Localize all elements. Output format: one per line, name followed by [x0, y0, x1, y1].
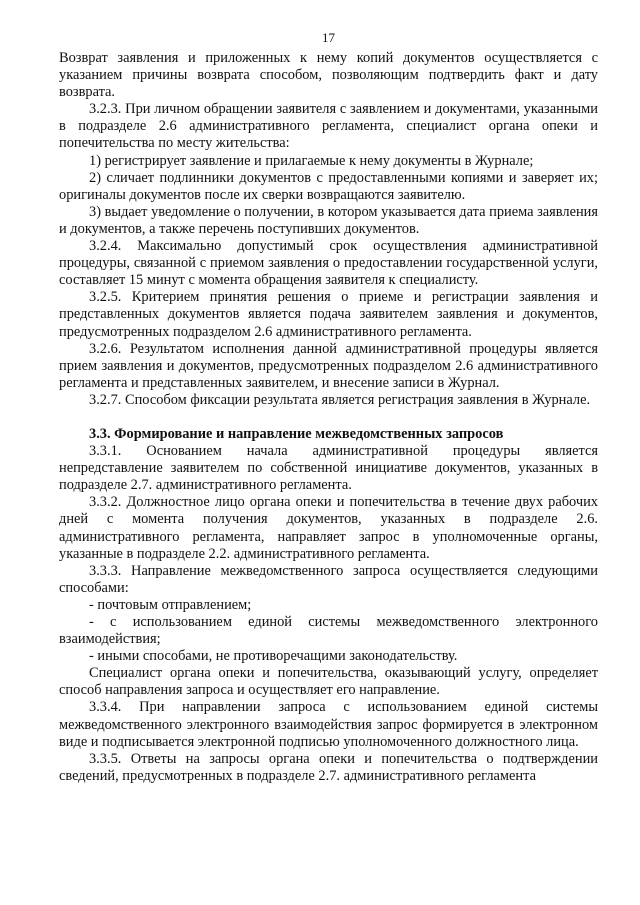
paragraph-specialist: Специалист органа опеки и попечительства, оказывающий услугу, определяет способ направления запроса и осуществляет его направление. — [59, 665, 598, 699]
paragraph-3-3-4: 3.3.4. При направлении запроса с использованием единой системы межведомственного электронного взаимодействия запрос формируется в электронном виде и подписывается электронной подписью уполномоченного должностного лица. — [59, 699, 598, 750]
paragraph-3-3-3: 3.3.3. Направление межведомственного запроса осуществляется следующими способами: — [59, 562, 598, 596]
paragraph-return-continuation: Возврат заявления и приложенных к нему копий документов осуществляется с указанием причины возврата способом, позволяющим подтвердить факт и дату возврата. — [59, 50, 598, 101]
paragraph-3-2-4: 3.2.4. Максимально допустимый срок осуществления административной процедуры, связанной с приемом заявления о предоставлении государственной услуги, составляет 15 минут с момента обращения заявителя к специалисту. — [59, 238, 598, 289]
list-item-postal: - почтовым отправлением; — [89, 596, 252, 613]
list-item-compare: 2) сличает подлинники документов с предоставленными копиями и заверяет их; оригиналы документов после их сверки возвращаются заявителю. — [59, 169, 598, 203]
list-item-electronic: - с использованием единой системы межведомственного электронного взаимодействия; — [59, 614, 598, 648]
paragraph-3-3-5: 3.3.5. Ответы на запросы органа опеки и попечительства о подтверждении сведений, предусмотренных в подразделе 2.7. административного регламента — [59, 750, 598, 784]
list-item-other: - иными способами, не противоречащими законодательству. — [89, 648, 458, 665]
paragraph-3-2-6: 3.2.6. Результатом исполнения данной административной процедуры является прием заявления и документов, предусмотренных подразделом 2.6 административного регламента и представленных заявителем, и внесение записи в Журнал. — [59, 340, 598, 391]
list-item-notify: 3) выдает уведомление о получении, в котором указывается дата приема заявления и документов, а также перечень поступивших документов. — [59, 203, 598, 237]
section-heading-3-3: 3.3. Формирование и направление межведомственных запросов — [89, 425, 504, 442]
paragraph-3-2-7: 3.2.7. Способом фиксации результата является регистрация заявления в Журнале. — [89, 391, 591, 408]
paragraph-3-3-2: 3.3.2. Должностное лицо органа опеки и попечительства в течение двух рабочих дней с момента получения документов, указанных в подразделе 2.6. административного регламента, направляет запрос в уполномоченные органы, указанные в подразделе 2.2. административного регламента. — [59, 494, 598, 562]
page-number: 17 — [322, 30, 335, 45]
paragraph-3-2-3: 3.2.3. При личном обращении заявителя с заявлением и документами, указанными в подразделе 2.6 административного регламента, специалист органа опеки и попечительства по месту жительства: — [59, 101, 598, 152]
paragraph-3-2-5: 3.2.5. Критерием принятия решения о приеме и регистрации заявления и представленных документов является подача заявителем заявления и документов, предусмотренных подразделом 2.6 административного регламента. — [59, 289, 598, 340]
list-item-register: 1) регистрирует заявление и прилагаемые к нему документы в Журнале; — [89, 152, 534, 169]
paragraph-3-3-1: 3.3.1. Основанием начала административной процедуры является непредставление заявителем по собственной инициативе документов, указанных в подразделе 2.7. административного регламента. — [59, 443, 598, 494]
